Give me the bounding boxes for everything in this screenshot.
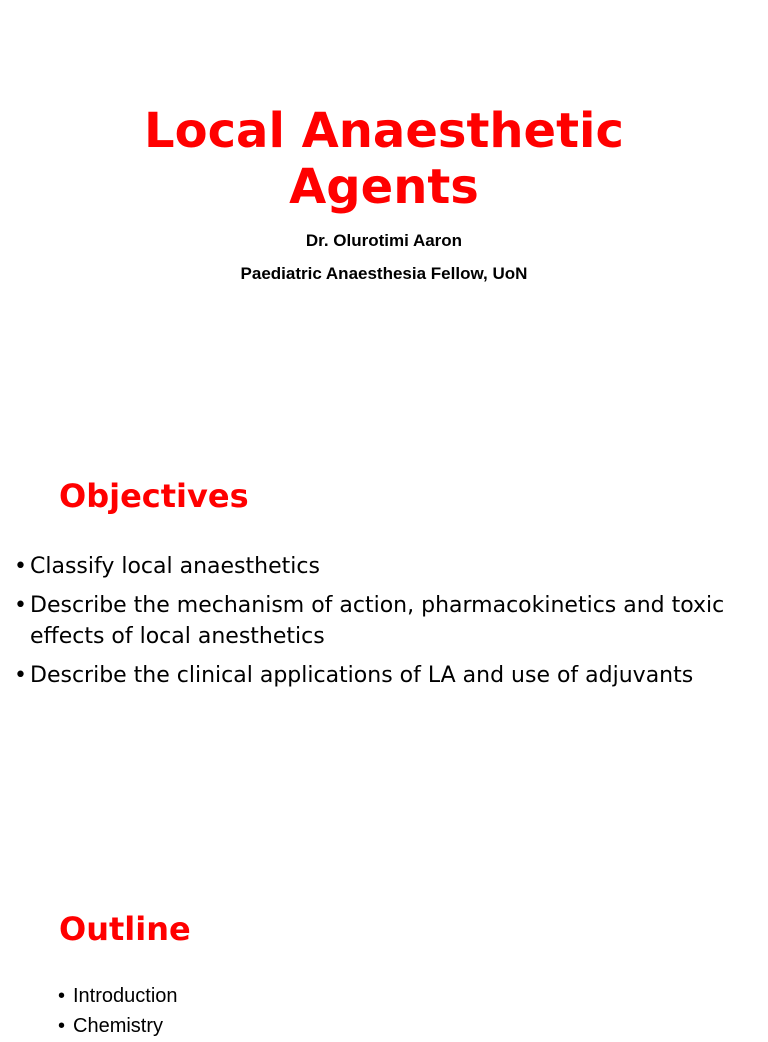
bullet-icon: • [14, 554, 27, 579]
outline-list [58, 982, 738, 1042]
slide-title-line-2: Agents [289, 159, 479, 215]
outline-heading: Outline [59, 910, 191, 948]
list-item [58, 982, 738, 1010]
list-item-text: Introduction [73, 985, 178, 1007]
slide-title [0, 103, 768, 215]
objectives-heading: Objectives [59, 477, 249, 515]
list-item [14, 590, 754, 652]
bullet-icon: • [58, 1015, 66, 1037]
list-item [14, 660, 754, 691]
list-item-text: Classify local anaesthetics [30, 554, 320, 579]
title-slide [0, 0, 768, 430]
list-item [14, 551, 754, 582]
list-item-text: Describe the mechanism of action, pharmacokinetics and toxic effects of local anesthetics [30, 593, 725, 649]
author-name: Dr. Olurotimi Aaron [305, 231, 463, 250]
slide-title-line-1: Local Anaesthetic [144, 103, 624, 159]
author-role: Paediatric Anaesthesia Fellow, UoN [240, 264, 528, 283]
bullet-icon: • [58, 985, 66, 1007]
objectives-slide [0, 430, 768, 860]
bullet-icon: • [14, 593, 27, 618]
objectives-list [14, 551, 754, 699]
list-item [58, 1012, 738, 1040]
list-item-text: Describe the clinical applications of LA and use of adjuvants [30, 663, 694, 688]
bullet-icon: • [14, 663, 27, 688]
outline-slide [0, 860, 768, 1037]
list-item-text: Chemistry [73, 1015, 164, 1037]
